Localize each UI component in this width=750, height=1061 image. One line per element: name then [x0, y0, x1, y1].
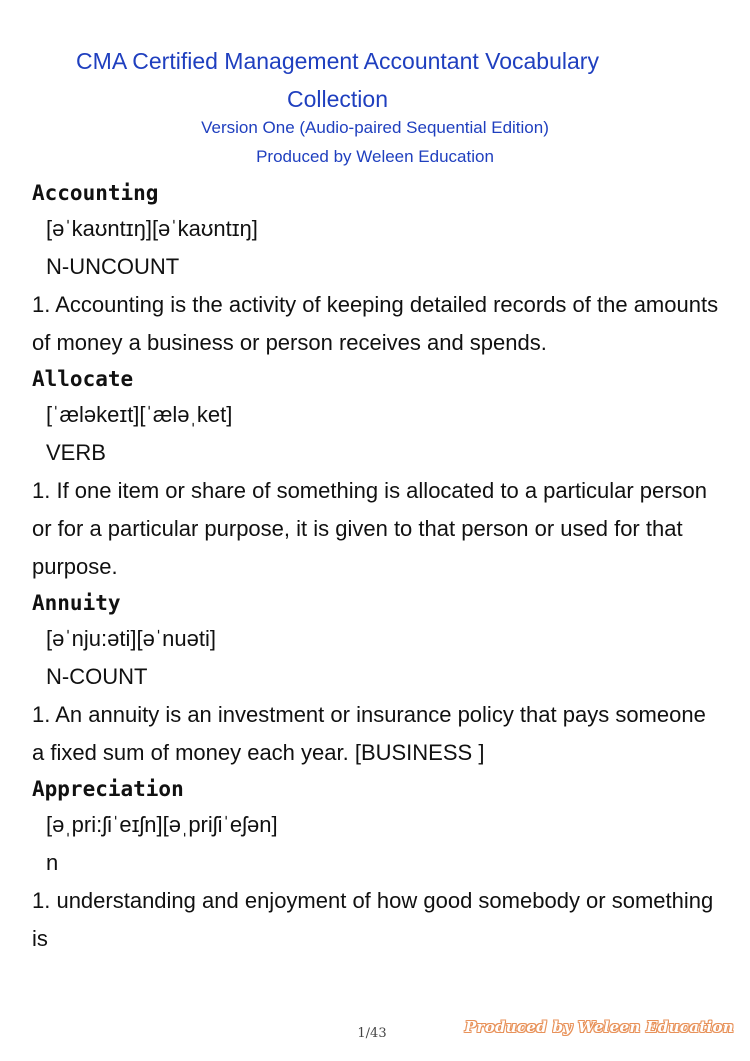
entry-word: Accounting: [32, 181, 159, 205]
entry-definition: 1. understanding and enjoyment of how good somebody or something is: [32, 888, 714, 951]
entry-definition: 1. Accounting is the activity of keeping detailed records of the amounts of money a business or person receives and spends.: [32, 292, 719, 355]
watermark-logo: Produced by Weleen Education: [464, 1018, 734, 1036]
edition-subtitle: Version One (Audio-paired Sequential Edition): [201, 118, 549, 137]
entry-definition: 1. If one item or share of something is allocated to a particular person or for a particular purpose, it is given to that person or used for that purpose.: [32, 478, 708, 579]
vocabulary-entry: [32, 362, 732, 586]
entry-phonetic: [ˈæləkeɪt][ˈæləˌket]: [46, 402, 233, 427]
entry-word: Annuity: [32, 591, 121, 615]
entry-phonetic: [əˈkaʊntɪŋ][əˈkaʊntɪŋ]: [46, 216, 258, 241]
entry-word: Allocate: [32, 367, 134, 391]
document-title-line-2: Collection: [287, 86, 388, 112]
vocabulary-entry: [32, 586, 732, 772]
vocabulary-entry: [32, 176, 732, 362]
entry-part-of-speech: N-UNCOUNT: [46, 254, 180, 279]
entry-phonetic: [əˈnju:əti][əˈnuəti]: [46, 626, 216, 651]
page-number: 1/43: [357, 1026, 387, 1041]
entry-phonetic: [əˌpri:ʃiˈeɪʃn][əˌpriʃiˈeʃən]: [46, 812, 278, 837]
entry-definition: 1. An annuity is an investment or insurance policy that pays someone a fixed sum of money each year. [BUSINESS ]: [32, 702, 706, 765]
entry-part-of-speech: VERB: [46, 440, 106, 465]
entry-part-of-speech: n: [46, 850, 59, 875]
vocabulary-entry: [32, 772, 732, 958]
vocabulary-list: [32, 176, 732, 958]
producer-subtitle: Produced by Weleen Education: [256, 147, 494, 166]
entry-part-of-speech: N-COUNT: [46, 664, 148, 689]
entry-word: Appreciation: [32, 777, 184, 801]
document-title-line-1: CMA Certified Management Accountant Vocabulary: [76, 48, 599, 74]
